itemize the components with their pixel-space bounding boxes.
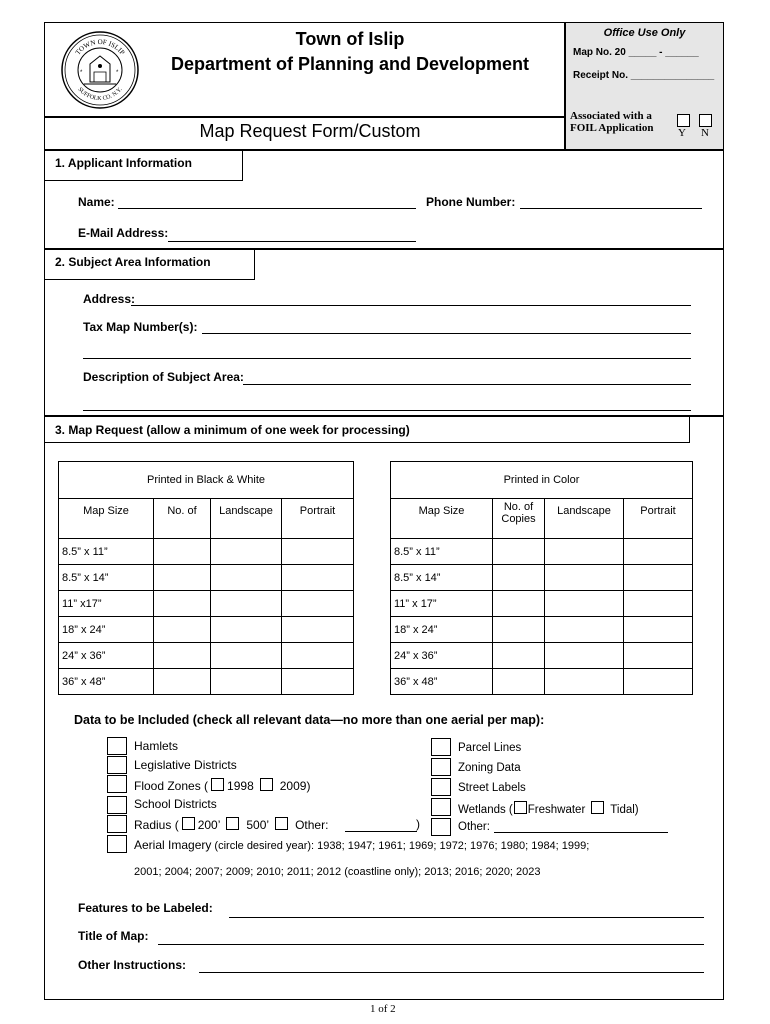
bw-landscape-cell[interactable] xyxy=(211,617,282,643)
department-name: Department of Planning and Development xyxy=(170,54,530,74)
bw-header-no-of: No. of xyxy=(154,499,211,539)
zoning-data-checkbox[interactable] xyxy=(431,758,451,776)
flood-2009-checkbox[interactable] xyxy=(260,778,273,791)
bw-landscape-cell[interactable] xyxy=(211,539,282,565)
color-header-portrait: Portrait xyxy=(624,499,693,539)
color-portrait-cell[interactable] xyxy=(624,591,693,617)
bw-size: 8.5” x 11” xyxy=(59,539,154,565)
bw-size: 18” x 24” xyxy=(59,617,154,643)
color-header-landscape: Landscape xyxy=(545,499,624,539)
aerial-checkbox[interactable] xyxy=(107,835,127,853)
foil-yes-checkbox[interactable] xyxy=(677,114,690,127)
description-input-line-2[interactable] xyxy=(83,410,691,411)
bw-landscape-cell[interactable] xyxy=(211,643,282,669)
color-portrait-cell[interactable] xyxy=(624,643,693,669)
bw-portrait-cell[interactable] xyxy=(282,669,354,695)
table-row xyxy=(59,565,354,591)
bw-landscape-cell[interactable] xyxy=(211,565,282,591)
description-label: Description of Subject Area: xyxy=(83,370,244,384)
bw-table xyxy=(58,461,354,695)
phone-label: Phone Number: xyxy=(426,195,516,209)
table-row xyxy=(391,617,693,643)
table-row xyxy=(59,617,354,643)
table-row xyxy=(391,565,693,591)
receipt-no-field[interactable]: Receipt No. _______________ xyxy=(573,70,715,81)
radius-200-checkbox[interactable] xyxy=(182,817,195,830)
radius-other-checkbox[interactable] xyxy=(275,817,288,830)
color-landscape-cell[interactable] xyxy=(545,669,624,695)
bw-header-map-size: Map Size xyxy=(59,499,154,539)
table-row xyxy=(59,591,354,617)
color-header-map-size: Map Size xyxy=(391,499,493,539)
table-row xyxy=(59,539,354,565)
features-input[interactable] xyxy=(229,917,704,918)
wetlands-row xyxy=(458,801,639,816)
foil-no-label: N xyxy=(701,127,709,139)
bw-portrait-cell[interactable] xyxy=(282,617,354,643)
bw-header-portrait: Portrait xyxy=(282,499,354,539)
foil-no-checkbox[interactable] xyxy=(699,114,712,127)
color-size: 8.5” x 11” xyxy=(391,539,493,565)
wetlands-freshwater-checkbox[interactable] xyxy=(514,801,527,814)
bw-qty-cell[interactable] xyxy=(154,591,211,617)
color-portrait-cell[interactable] xyxy=(624,539,693,565)
seal-top-text: TOWN OF ISLIP xyxy=(73,37,127,57)
color-size: 36” x 48” xyxy=(391,669,493,695)
color-qty-cell[interactable] xyxy=(493,669,545,695)
address-input[interactable] xyxy=(131,305,691,306)
school-districts-checkbox[interactable] xyxy=(107,796,127,814)
table-row xyxy=(391,669,693,695)
bw-qty-cell[interactable] xyxy=(154,539,211,565)
foil-label-2: FOIL Application xyxy=(570,122,654,134)
flood-2009-label: 2009) xyxy=(279,779,311,793)
hamlets-checkbox[interactable] xyxy=(107,737,127,755)
tax-map-input-line-2[interactable] xyxy=(83,358,691,359)
bw-qty-cell[interactable] xyxy=(154,565,211,591)
email-label: E-Mail Address: xyxy=(78,226,169,240)
color-header-copies: No. of Copies xyxy=(493,499,545,539)
wetlands-tidal-checkbox[interactable] xyxy=(591,801,604,814)
radius-checkbox[interactable] xyxy=(107,815,127,833)
other-data-label: Other: xyxy=(458,821,490,833)
radius-other-input[interactable] xyxy=(345,831,417,832)
table-row xyxy=(391,643,693,669)
bw-table-title: Printed in Black & White xyxy=(59,462,354,499)
other-data-input[interactable] xyxy=(494,832,668,833)
table-row xyxy=(391,591,693,617)
bw-landscape-cell[interactable] xyxy=(211,591,282,617)
table-row xyxy=(59,669,354,695)
color-landscape-cell[interactable] xyxy=(545,643,624,669)
description-input[interactable] xyxy=(243,384,691,385)
svg-text:*: * xyxy=(116,70,119,76)
town-seal-icon xyxy=(60,30,140,110)
flood-zones-row xyxy=(134,778,310,793)
bw-header-landscape: Landscape xyxy=(211,499,282,539)
foil-yes-label: Y xyxy=(678,127,686,139)
school-districts-label: School Districts xyxy=(134,797,217,811)
section-1-title: 1. Applicant Information xyxy=(44,150,243,181)
bw-qty-cell[interactable] xyxy=(154,617,211,643)
color-qty-cell[interactable] xyxy=(493,591,545,617)
bw-size: 24” x 36” xyxy=(59,643,154,669)
phone-input[interactable] xyxy=(520,208,702,209)
radius-500-checkbox[interactable] xyxy=(226,817,239,830)
name-input[interactable] xyxy=(118,208,416,209)
flood-1998-checkbox[interactable] xyxy=(211,778,224,791)
instructions-label: Other Instructions: xyxy=(78,958,187,972)
color-size: 11” x 17” xyxy=(391,591,493,617)
svg-text:SUFFOLK CO. N.Y. xyxy=(76,86,123,102)
wetlands-freshwater-label: Freshwater xyxy=(527,804,586,816)
data-included-title: Data to be Included (check all relevant data—no more than one aerial per map): xyxy=(74,713,545,727)
aerial-years-line-1: (circle desired year): 1938; 1947; 1961; 1969; 1972; 1976; 1980; 1984; 1999; xyxy=(211,840,590,852)
wetlands-label: Wetlands ( xyxy=(458,804,513,816)
wetlands-tidal-label: Tidal) xyxy=(610,804,639,816)
wetlands-checkbox[interactable] xyxy=(431,798,451,816)
name-label: Name: xyxy=(78,195,115,209)
section-2-title: 2. Subject Area Information xyxy=(44,249,255,280)
aerial-label: Aerial Imagery xyxy=(134,838,212,852)
color-qty-cell[interactable] xyxy=(493,643,545,669)
color-qty-cell[interactable] xyxy=(493,565,545,591)
form-title: Map Request Form/Custom xyxy=(199,121,421,141)
radius-other-label: Other: xyxy=(295,818,329,832)
parcel-lines-label: Parcel Lines xyxy=(458,742,522,754)
hamlets-label: Hamlets xyxy=(134,739,179,753)
map-title-label: Title of Map: xyxy=(78,929,149,943)
radius-label: Radius ( xyxy=(134,818,179,832)
color-landscape-cell[interactable] xyxy=(545,565,624,591)
map-title-input[interactable] xyxy=(158,944,704,945)
tax-map-input[interactable] xyxy=(202,333,691,334)
office-use-title: Office Use Only xyxy=(603,27,686,39)
header-divider-horizontal xyxy=(44,116,565,118)
color-table xyxy=(390,461,693,695)
foil-label-1: Associated with a xyxy=(570,110,652,122)
flood-1998-label: 1998 xyxy=(227,779,254,793)
color-qty-cell[interactable] xyxy=(493,617,545,643)
radius-close-paren: ) xyxy=(416,817,420,831)
radius-row xyxy=(134,817,328,832)
bw-portrait-cell[interactable] xyxy=(282,643,354,669)
tax-map-label: Tax Map Number(s): xyxy=(83,320,198,334)
bw-portrait-cell[interactable] xyxy=(282,539,354,565)
address-label: Address: xyxy=(83,292,136,306)
legislative-checkbox[interactable] xyxy=(107,756,127,774)
town-name: Town of Islip xyxy=(295,29,405,49)
zoning-data-label: Zoning Data xyxy=(458,762,521,774)
radius-200-label: 200’ xyxy=(197,818,221,832)
map-no-field[interactable]: Map No. 20 _____ - ______ xyxy=(573,47,699,58)
color-table-title: Printed in Color xyxy=(391,462,693,499)
color-qty-cell[interactable] xyxy=(493,539,545,565)
street-labels-checkbox[interactable] xyxy=(431,778,451,796)
bw-portrait-cell[interactable] xyxy=(282,565,354,591)
svg-text:TOWN OF ISLIP xyxy=(74,38,126,57)
color-portrait-cell[interactable] xyxy=(624,617,693,643)
page-number: 1 of 2 xyxy=(370,1003,396,1015)
bw-size: 8.5” x 14” xyxy=(59,565,154,591)
radius-500-label: 500’ xyxy=(246,818,270,832)
color-landscape-cell[interactable] xyxy=(545,617,624,643)
table-row xyxy=(391,539,693,565)
bw-size: 36” x 48” xyxy=(59,669,154,695)
svg-text:*: * xyxy=(80,70,83,76)
features-label: Features to be Labeled: xyxy=(78,901,213,915)
section-3-title: 3. Map Request (allow a minimum of one week for processing) xyxy=(44,416,690,443)
aerial-years-line-2: 2001; 2004; 2007; 2009; 2010; 2011; 2012 (coastline only); 2013; 2016; 2020; 2023 xyxy=(134,866,541,878)
color-landscape-cell[interactable] xyxy=(545,591,624,617)
seal-bottom-text: SUFFOLK CO. N.Y. xyxy=(76,86,124,103)
instructions-input[interactable] xyxy=(199,972,704,973)
legislative-label: Legislative Districts xyxy=(134,758,237,772)
color-portrait-cell[interactable] xyxy=(624,669,693,695)
table-row xyxy=(59,643,354,669)
color-size: 8.5” x 14” xyxy=(391,565,493,591)
bw-size: 11” x17” xyxy=(59,591,154,617)
bw-portrait-cell[interactable] xyxy=(282,591,354,617)
bw-qty-cell[interactable] xyxy=(154,643,211,669)
color-size: 24” x 36” xyxy=(391,643,493,669)
color-landscape-cell[interactable] xyxy=(545,539,624,565)
bw-qty-cell[interactable] xyxy=(154,669,211,695)
flood-zones-label: Flood Zones ( xyxy=(134,779,209,793)
color-size: 18” x 24” xyxy=(391,617,493,643)
color-portrait-cell[interactable] xyxy=(624,565,693,591)
flood-zones-checkbox[interactable] xyxy=(107,775,127,793)
parcel-lines-checkbox[interactable] xyxy=(431,738,451,756)
street-labels-label: Street Labels xyxy=(458,782,526,794)
email-input[interactable] xyxy=(168,241,416,242)
aerial-row xyxy=(134,838,589,852)
other-data-checkbox[interactable] xyxy=(431,818,451,836)
bw-landscape-cell[interactable] xyxy=(211,669,282,695)
